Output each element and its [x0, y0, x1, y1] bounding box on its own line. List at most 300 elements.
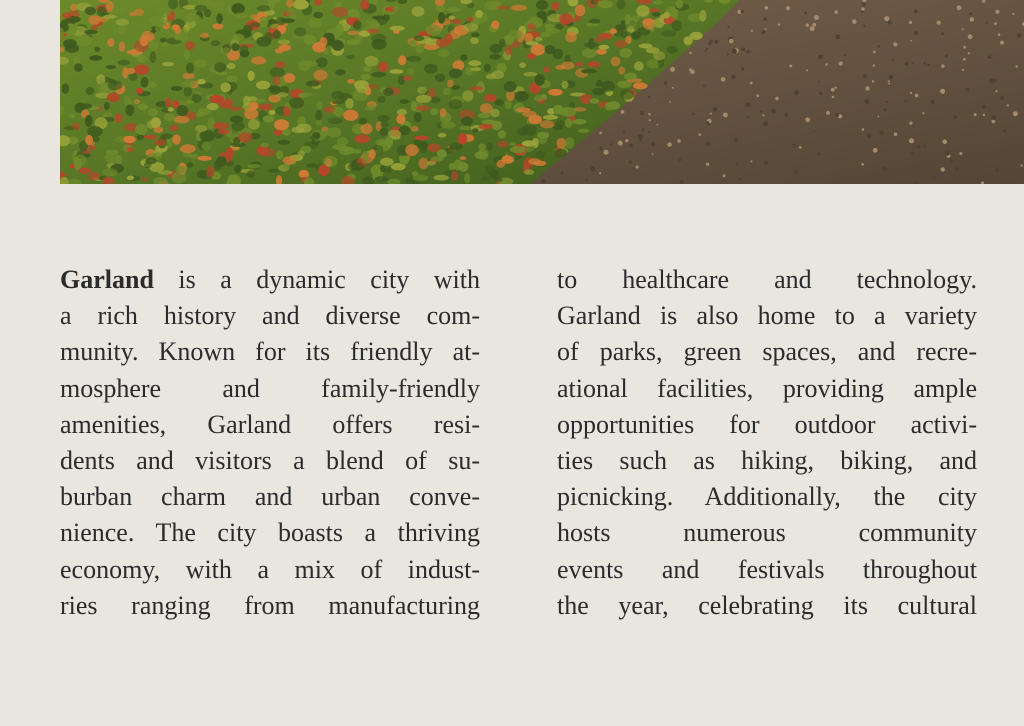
pebble-mark — [933, 176, 936, 179]
leaf-mark — [574, 107, 587, 111]
leaf-mark — [594, 37, 604, 41]
leaf-mark — [220, 82, 231, 92]
leaf-mark — [575, 4, 586, 16]
leaf-mark — [435, 74, 446, 83]
leaf-mark — [663, 12, 669, 19]
pebble-mark — [914, 31, 918, 35]
leaf-mark — [346, 55, 354, 59]
leaf-mark — [325, 158, 332, 166]
leaf-mark — [470, 37, 479, 44]
leaf-mark — [184, 14, 199, 19]
leaf-mark — [148, 108, 158, 117]
pebble-mark — [988, 55, 992, 59]
pebble-mark — [1016, 65, 1018, 67]
leaf-mark — [543, 115, 558, 120]
leaf-mark — [478, 113, 490, 119]
leaf-mark — [672, 20, 682, 31]
article-left-column — [60, 262, 480, 624]
pebble-mark — [986, 22, 988, 24]
pebble-mark — [789, 65, 792, 68]
leaf-mark — [213, 122, 229, 129]
leaf-mark — [227, 75, 238, 82]
leaf-mark — [207, 118, 215, 130]
leaf-mark — [212, 23, 223, 29]
leaf-mark — [371, 39, 386, 50]
leaf-mark — [403, 76, 412, 81]
pebble-mark — [707, 121, 710, 124]
leaf-mark — [615, 24, 626, 30]
leaf-mark — [380, 122, 389, 127]
leaf-mark — [565, 32, 577, 43]
leaf-mark — [653, 51, 665, 60]
leaf-mark — [378, 62, 388, 72]
leaf-mark — [221, 47, 231, 54]
pebble-mark — [810, 26, 815, 31]
leaf-mark — [273, 75, 280, 85]
pebble-mark — [689, 52, 692, 55]
pebble-mark — [639, 139, 642, 142]
pebble-mark — [778, 24, 780, 26]
pebble-mark — [861, 7, 864, 10]
leaf-mark — [63, 39, 77, 48]
pebble-mark — [721, 77, 726, 82]
leaf-mark — [345, 98, 353, 109]
leaf-mark — [619, 48, 632, 58]
pebble-mark — [909, 122, 912, 125]
leaf-mark — [161, 42, 168, 47]
pebble-mark — [970, 17, 974, 21]
leaf-mark — [251, 56, 266, 64]
pebble-mark — [945, 54, 948, 57]
leaf-mark — [306, 163, 317, 167]
leaf-mark — [229, 107, 242, 112]
leaf-mark — [303, 61, 318, 67]
pebble-mark — [867, 133, 872, 138]
pebble-mark — [994, 22, 997, 25]
leaf-mark — [141, 77, 149, 88]
pebble-mark — [638, 134, 643, 139]
leaf-mark — [346, 39, 360, 45]
article-line: burban charm and urban conve- — [60, 482, 480, 512]
leaf-mark — [137, 104, 148, 110]
leaf-mark — [210, 95, 225, 104]
leaf-mark — [535, 37, 542, 42]
leaf-mark — [360, 0, 369, 10]
leaf-mark — [187, 162, 193, 167]
leaf-mark — [296, 124, 312, 133]
pebble-mark — [861, 163, 864, 166]
leaf-mark — [328, 118, 343, 124]
pebble-mark — [736, 163, 738, 165]
pebble-mark — [886, 101, 889, 104]
article-line: ational facilities, providing ample — [557, 373, 977, 403]
leaf-mark — [484, 94, 497, 102]
leaf-mark — [411, 126, 419, 132]
leaf-mark — [335, 69, 345, 75]
pebble-mark — [943, 140, 948, 145]
leaf-mark — [125, 104, 134, 116]
leaf-mark — [469, 86, 483, 90]
pebble-mark — [775, 97, 778, 100]
leaf-mark — [454, 160, 463, 171]
leaf-mark — [484, 64, 491, 72]
pebble-mark — [905, 100, 907, 102]
pebble-mark — [968, 52, 970, 54]
pebble-mark — [889, 75, 894, 80]
pebble-mark — [844, 54, 846, 56]
leaf-mark — [184, 50, 190, 59]
leaf-mark — [490, 109, 500, 118]
leaf-mark — [85, 115, 93, 127]
article-right-column — [557, 262, 977, 624]
leaf-mark — [535, 74, 545, 86]
leaf-mark — [451, 171, 458, 181]
pebble-mark — [1000, 96, 1005, 101]
leaf-mark — [135, 124, 147, 135]
pebble-mark — [771, 109, 776, 114]
pebble-mark — [763, 121, 768, 126]
pebble-mark — [741, 67, 744, 70]
leaf-mark — [522, 124, 536, 136]
leaf-mark — [465, 66, 473, 75]
leaf-mark — [411, 101, 417, 111]
leaf-mark — [74, 159, 82, 170]
leaf-mark — [460, 54, 467, 61]
pebble-mark — [835, 113, 839, 117]
leaf-mark — [578, 129, 589, 133]
pebble-mark — [1012, 13, 1014, 15]
pebble-mark — [741, 10, 744, 13]
leaf-mark — [479, 124, 493, 130]
leaf-mark — [116, 19, 129, 26]
pebble-mark — [713, 107, 718, 112]
pebble-mark — [741, 48, 745, 52]
leaf-mark — [596, 49, 607, 55]
pebble-mark — [814, 15, 819, 20]
pebble-mark — [785, 114, 788, 117]
pebble-mark — [805, 117, 810, 122]
leaf-mark — [162, 62, 174, 66]
leaf-mark — [115, 113, 122, 123]
leaf-mark — [590, 98, 600, 103]
leaf-mark — [599, 33, 613, 38]
leaf-mark — [256, 81, 270, 90]
leaf-mark — [186, 63, 194, 74]
leaf-mark — [514, 91, 528, 102]
pebble-mark — [879, 130, 884, 135]
article-line: Garland is also home to a variety — [557, 301, 977, 331]
leaf-mark — [231, 3, 244, 14]
pebble-mark — [910, 92, 912, 94]
leaf-mark — [119, 42, 126, 52]
leaf-mark — [202, 141, 211, 150]
leaf-mark — [316, 57, 328, 67]
pebble-mark — [651, 142, 656, 147]
leaf-mark — [310, 135, 320, 140]
leaf-mark — [416, 105, 430, 111]
leaf-mark — [320, 37, 328, 47]
pebble-mark — [746, 103, 751, 108]
pebble-mark — [765, 6, 769, 10]
pebble-mark — [957, 5, 962, 10]
leaf-mark — [618, 67, 625, 75]
pebble-mark — [995, 10, 999, 14]
leaf-mark — [380, 127, 388, 135]
leaf-mark — [174, 26, 181, 35]
pebble-mark — [806, 23, 809, 26]
pebble-mark — [706, 48, 708, 50]
leaf-mark — [184, 87, 193, 97]
leaf-mark — [597, 0, 613, 8]
leaf-mark — [107, 38, 114, 47]
leaf-mark — [117, 60, 130, 65]
pebble-mark — [941, 32, 944, 35]
leaf-mark — [118, 25, 126, 35]
pebble-mark — [888, 83, 890, 85]
pebble-mark — [804, 11, 807, 14]
leaf-mark — [639, 44, 653, 49]
pebble-mark — [762, 114, 764, 116]
pebble-mark — [765, 28, 767, 30]
pebble-mark — [962, 28, 964, 30]
pebble-mark — [652, 153, 654, 155]
leaf-mark — [112, 6, 123, 12]
leaf-mark — [248, 119, 260, 130]
leaf-mark — [240, 45, 249, 52]
pebble-mark — [669, 101, 671, 103]
leaf-mark — [170, 125, 179, 132]
leaf-mark — [273, 130, 283, 136]
pebble-mark — [705, 50, 707, 52]
pebble-mark — [818, 81, 820, 83]
pebble-mark — [892, 59, 894, 61]
pebble-mark — [747, 116, 749, 118]
pebble-mark — [953, 115, 957, 119]
leaf-mark — [85, 7, 96, 15]
leaf-mark — [180, 144, 196, 153]
leaf-mark — [437, 150, 447, 158]
pebble-mark — [835, 87, 837, 89]
pebble-mark — [642, 128, 645, 131]
leaf-mark — [361, 151, 368, 163]
leaf-mark — [478, 144, 485, 151]
leaf-mark — [474, 151, 487, 159]
leaf-mark — [543, 67, 550, 73]
leaf-mark — [385, 168, 392, 174]
pebble-mark — [656, 124, 658, 126]
leaf-mark — [398, 75, 405, 85]
pebble-mark — [561, 171, 564, 174]
leaf-mark — [88, 172, 99, 181]
leaf-mark — [553, 105, 564, 115]
leaf-mark — [260, 143, 269, 148]
pebble-mark — [764, 18, 767, 21]
leaf-mark — [449, 68, 462, 78]
pebble-mark — [894, 133, 897, 136]
leaf-mark — [582, 48, 596, 58]
leaf-mark — [624, 73, 637, 80]
leaf-mark — [343, 110, 358, 121]
leaf-mark — [581, 69, 597, 74]
leaf-mark — [371, 72, 386, 77]
leaf-mark — [519, 62, 526, 68]
leaf-mark — [332, 40, 344, 51]
leaf-mark — [392, 6, 399, 11]
pebble-mark — [621, 110, 625, 114]
article-line: to healthcare and technology. — [557, 265, 977, 294]
pebble-mark — [963, 46, 966, 49]
leaf-mark — [417, 87, 427, 94]
leaf-mark — [482, 175, 490, 180]
leaf-mark — [168, 107, 174, 111]
leaf-mark — [176, 165, 187, 173]
leaf-mark — [74, 63, 83, 72]
leaf-mark — [497, 160, 506, 168]
leaf-mark — [364, 56, 378, 67]
leaf-mark — [460, 156, 467, 160]
leaf-mark — [214, 161, 221, 171]
leaf-mark — [463, 23, 478, 32]
article-line: ries ranging from manufacturing — [60, 590, 480, 620]
pebble-mark — [706, 163, 709, 166]
leaf-mark — [332, 7, 348, 17]
article-line: nience. The city boasts a thriving — [60, 518, 480, 548]
leaf-mark — [505, 46, 513, 55]
leaf-mark — [545, 25, 553, 32]
leaf-mark — [461, 116, 473, 125]
pebble-mark — [649, 119, 651, 121]
leaf-mark — [441, 122, 456, 129]
leaf-mark — [643, 19, 654, 30]
leaf-mark — [355, 81, 369, 93]
pebble-mark — [1021, 164, 1023, 166]
pebble-mark — [590, 166, 595, 171]
pebble-mark — [636, 166, 639, 169]
leaf-mark — [625, 14, 631, 24]
leaf-mark — [123, 136, 136, 143]
leaf-mark — [68, 113, 75, 118]
pebble-mark — [832, 96, 835, 99]
pebble-mark — [888, 21, 892, 25]
pebble-mark — [667, 142, 671, 146]
leaf-mark — [84, 30, 97, 34]
pebble-mark — [678, 159, 681, 162]
leaf-mark — [438, 133, 447, 138]
leaf-mark — [374, 176, 388, 182]
pebble-mark — [727, 26, 729, 28]
leaf-mark — [227, 63, 236, 69]
leaf-mark — [250, 22, 260, 27]
leaf-mark — [107, 80, 122, 90]
leaf-mark — [504, 81, 517, 92]
leaf-mark — [348, 9, 360, 18]
pebble-mark — [731, 75, 735, 79]
leaf-mark — [462, 90, 473, 101]
leaf-mark — [436, 38, 450, 47]
pebble-mark — [945, 151, 950, 156]
leaf-mark — [172, 134, 180, 144]
leaf-mark — [667, 46, 678, 54]
leaf-mark — [526, 53, 536, 59]
leaf-mark — [134, 65, 150, 75]
leaf-mark — [316, 120, 322, 126]
pebble-mark — [873, 148, 878, 153]
pebble-mark — [751, 160, 753, 162]
pebble-mark — [1007, 104, 1009, 106]
leaf-mark — [380, 165, 386, 172]
leaf-mark — [491, 120, 502, 130]
leaf-mark — [85, 135, 93, 145]
leaf-mark — [103, 168, 118, 176]
pebble-mark — [940, 89, 945, 94]
leaf-mark — [198, 108, 212, 115]
leaf-mark — [361, 123, 373, 134]
leaf-mark — [409, 40, 416, 45]
leaf-mark — [467, 17, 473, 21]
leaf-mark — [464, 173, 470, 184]
article-line-text: is a dynamic city with — [153, 265, 480, 294]
pebble-mark — [799, 146, 802, 149]
leaf-mark — [282, 156, 296, 164]
pebble-mark — [966, 88, 970, 92]
leaf-mark — [548, 89, 563, 96]
leaf-mark — [527, 23, 536, 30]
leaf-mark — [334, 107, 345, 117]
leaf-mark — [580, 94, 592, 104]
leaf-mark — [299, 170, 309, 178]
pebble-mark — [786, 6, 790, 10]
leaf-mark — [102, 112, 112, 117]
leaf-mark — [475, 10, 483, 18]
pebble-mark — [599, 132, 602, 135]
leaf-mark — [597, 80, 603, 87]
pebble-mark — [623, 131, 625, 133]
pebble-mark — [888, 80, 890, 82]
pebble-mark — [629, 144, 633, 148]
pebble-mark — [648, 113, 651, 116]
leaf-mark — [602, 86, 614, 92]
header-photo — [60, 0, 1024, 184]
leaf-mark — [200, 33, 209, 38]
pebble-mark — [727, 53, 729, 55]
leaf-mark — [559, 13, 572, 24]
leaf-mark — [620, 89, 634, 100]
leaf-mark — [438, 49, 449, 57]
leaf-mark — [355, 135, 370, 144]
leaf-mark — [174, 36, 190, 41]
leaf-mark — [443, 88, 452, 96]
pebble-mark — [599, 172, 601, 174]
pebble-mark — [937, 21, 941, 25]
pebble-mark — [884, 109, 886, 111]
leaf-mark — [294, 27, 306, 36]
leaf-mark — [320, 131, 328, 137]
leaf-mark — [234, 13, 247, 19]
leaf-mark — [407, 68, 414, 74]
pebble-mark — [818, 152, 821, 155]
leaf-mark — [436, 6, 445, 12]
leaf-mark — [522, 140, 537, 146]
leaf-mark — [315, 110, 322, 121]
leaf-mark — [536, 0, 548, 10]
pebble-mark — [959, 152, 962, 155]
leaf-mark — [633, 82, 648, 89]
leaf-mark — [136, 88, 144, 94]
leaf-mark — [106, 65, 116, 69]
article-line: events and festivals throughout — [557, 554, 977, 584]
leaf-mark — [144, 162, 151, 169]
pebble-mark — [734, 138, 738, 142]
